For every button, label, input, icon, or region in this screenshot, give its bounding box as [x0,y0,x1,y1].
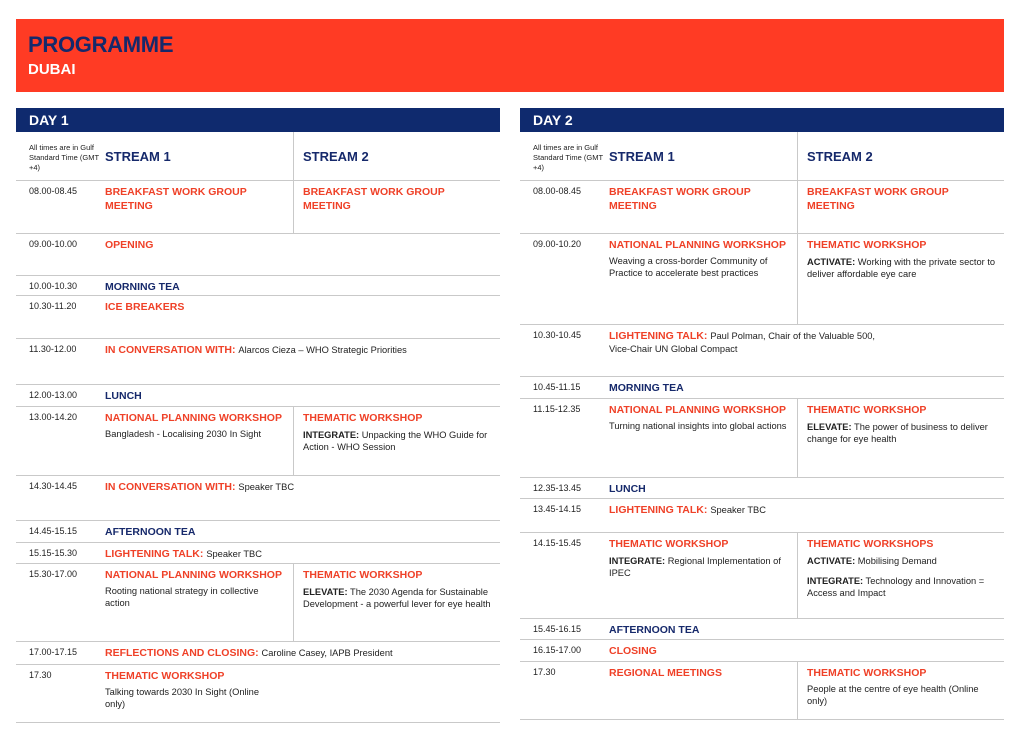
session-time: 11.15-12.35 [533,404,581,414]
day2-stream2-heading: STREAM 2 [807,149,873,164]
session-speaker: Alarcos Cieza – WHO Strategic Priorities [238,345,407,355]
theme-keyword: ELEVATE: [807,422,852,432]
programme-title: PROGRAMME [28,32,174,57]
session-title: BREAKFAST WORK GROUP MEETING [303,186,445,212]
session-title: THEMATIC WORKSHOP [807,239,927,251]
programme-location: DUBAI [28,61,76,78]
session-description: Bangladesh - Localising 2030 In Sight [105,429,262,439]
session-title-line [609,329,999,343]
session-description [807,256,997,280]
session-title: REFLECTIONS AND CLOSING: [105,647,259,659]
session [105,669,305,710]
session-time: 10.30-10.45 [533,330,582,340]
session-time: 17.00-17.15 [29,647,78,657]
column-divider [797,181,798,233]
day1-stream2-heading: STREAM 2 [303,149,369,164]
day1-session-row [16,476,500,521]
session-title: LUNCH [105,390,142,402]
day1-session-row [16,521,500,543]
session-time: 08.00-08.45 [29,186,78,196]
column-divider [293,564,294,641]
session-time: 15.15-15.30 [29,548,78,558]
session-title: MORNING TEA [105,281,180,293]
session-description [807,555,997,567]
day2-session-row [520,662,1004,720]
session-time: 13.45-14.15 [533,504,582,514]
session-time: 12.35-13.45 [533,483,582,493]
theme-keyword: ACTIVATE: [807,257,856,267]
stream1-session [609,537,789,579]
session-title: NATIONAL PLANNING WORKSHOP [609,404,786,416]
session-title: THEMATIC WORKSHOP [807,667,927,679]
day2-session-row [520,499,1004,533]
stream2-session [303,568,493,610]
session-time: 08.00-08.45 [533,186,582,196]
session-speaker: Speaker TBC [710,505,766,515]
stream2-session [807,238,997,280]
day2-session-row [520,234,1004,325]
session-title-line [609,503,999,517]
day2-session-row [520,640,1004,662]
theme-keyword: INTEGRATE: [609,556,666,566]
session-description [807,421,997,445]
session-time: 09.00-10.20 [533,239,582,249]
stream2-session [807,537,997,599]
session-speaker: Paul Polman, Chair of the Valuable 500, [710,331,876,341]
session-title: BREAKFAST WORK GROUP MEETING [609,186,751,212]
column-divider [293,132,294,180]
day1-session-row [16,543,500,564]
session-title: AFTERNOON TEA [609,624,700,636]
day1-schedule [16,108,500,723]
session-speaker: Speaker TBC [238,482,295,492]
column-divider [797,132,798,180]
day1-timezone-note: All times are in Gulf Standard Time (GMT +4) [29,143,99,172]
day2-header: DAY 2 [520,108,1004,132]
day1-session-row [16,234,500,276]
session-time: 10.30-11.20 [29,301,77,311]
session-title: AFTERNOON TEA [105,526,196,538]
column-divider [797,234,798,324]
session-title: REGIONAL MEETINGS [609,667,722,679]
theme-text: The 2030 Agenda for Sustainable Development - a powerful lever for eye health [303,587,491,609]
session-title: MORNING TEA [609,382,684,394]
day2-stream1-heading: STREAM 1 [609,149,675,164]
session-title: LUNCH [609,483,646,495]
day2-session-row [520,377,1004,399]
session-time: 13.00-14.20 [29,412,78,422]
day1-header: DAY 1 [16,108,500,132]
session-time: 14.15-15.45 [533,538,582,548]
session-title-line [105,646,495,660]
session-title-line [105,547,495,561]
session-time: 15.45-16.15 [533,624,582,634]
session-title: NATIONAL PLANNING WORKSHOP [105,412,282,424]
session-title: THEMATIC WORKSHOP [303,569,423,581]
day1-session-row [16,276,500,296]
session-time: 17.30 [533,667,556,677]
day2-timezone-note: All times are in Gulf Standard Time (GMT +4) [533,143,603,172]
stream1-session [105,568,285,609]
day2-session-row [520,325,1004,377]
theme-text: The power of business to deliver change for eye health [807,422,988,444]
theme-keyword: INTEGRATE: [807,576,864,586]
day1-session-row [16,296,500,339]
day1-session-row [16,339,500,385]
session-time: 14.30-14.45 [29,481,78,491]
session-description [609,555,789,579]
theme-text: Technology and Innovation = Access and Impact [807,576,985,598]
session-title-line [105,343,495,357]
day1-session-row [16,407,500,476]
column-divider [797,662,798,719]
day2-session-row [520,619,1004,640]
session-description [303,429,493,453]
session-title: THEMATIC WORKSHOPS [807,538,934,550]
session-title: THEMATIC WORKSHOP [807,404,927,416]
day1-session-row [16,385,500,407]
column-divider [293,181,294,233]
theme-keyword: ACTIVATE: [807,556,856,566]
session-title: ICE BREAKERS [105,301,185,313]
theme-text: Mobilising Demand [857,556,937,566]
session-description: Talking towards 2030 In Sight (Online only) [105,687,260,709]
session-description: Weaving a cross-border Community of Practice to accelerate best practices [609,256,768,278]
stream1-session [609,238,789,279]
column-divider [797,533,798,618]
session-title: BREAKFAST WORK GROUP MEETING [807,186,949,212]
session-time: 16.15-17.00 [533,645,582,655]
session-title: LIGHTENING TALK: [609,330,708,342]
session-time: 10.45-11.15 [533,382,581,392]
day1-session-row [16,564,500,642]
session-time: 10.00-10.30 [29,281,78,291]
session-title: LIGHTENING TALK: [105,548,204,560]
column-divider [797,399,798,477]
day1-session-row [16,665,500,723]
session-speaker-role: Vice-Chair UN Global Compact [609,344,738,354]
session-title: THEMATIC WORKSHOP [105,670,225,682]
day1-column-header [16,132,500,181]
session-time: 12.00-13.00 [29,390,78,400]
stream1-session [609,403,789,432]
day2-session-row [520,399,1004,478]
session-title: NATIONAL PLANNING WORKSHOP [609,239,786,251]
theme-keyword: INTEGRATE: [303,430,360,440]
theme-text: Regional Implementation of IPEC [609,556,781,578]
session-description [303,586,493,610]
day2-session-row [520,478,1004,499]
day2-schedule [520,108,1004,720]
stream1-session [105,411,285,440]
session-description: Rooting national strategy in collective action [105,586,259,608]
theme-text: Unpacking the WHO Guide for Action - WHO Session [303,430,488,452]
session-time: 15.30-17.00 [29,569,78,579]
stream2-session [807,666,997,707]
stream2-session [303,411,493,453]
day1-session-row [16,642,500,665]
session-description [807,575,997,599]
session-title: IN CONVERSATION WITH: [105,344,236,356]
session-title: LIGHTENING TALK: [609,504,708,516]
session-time: 14.45-15.15 [29,526,78,536]
session-title: BREAKFAST WORK GROUP MEETING [105,186,247,212]
column-divider [293,407,294,475]
session-title: THEMATIC WORKSHOP [609,538,729,550]
theme-text: Working with the private sector to deliver affordable eye care [807,257,996,279]
session-title: OPENING [105,239,154,251]
session-speaker: Speaker TBC [206,549,262,559]
session-speaker: Caroline Casey, IAPB President [261,648,393,658]
stream2-session [807,403,997,445]
session-time: 17.30 [29,670,52,680]
day2-column-header [520,132,1004,181]
session-title: CLOSING [609,645,657,657]
day2-session-row [520,533,1004,619]
session-title: IN CONVERSATION WITH: [105,481,236,493]
session-time: 11.30-12.00 [29,344,77,354]
day1-stream1-heading: STREAM 1 [105,149,171,164]
session-title-line [105,480,495,494]
day1-session-row [16,181,500,234]
session-time: 09.00-10.00 [29,239,78,249]
programme-banner [16,19,1004,92]
day2-session-row [520,181,1004,234]
session-description: People at the centre of eye health (Online only) [807,684,979,706]
theme-keyword: ELEVATE: [303,587,348,597]
session-title: THEMATIC WORKSHOP [303,412,423,424]
session-description: Turning national insights into global actions [609,421,787,431]
session-title: NATIONAL PLANNING WORKSHOP [105,569,282,581]
session [609,329,999,355]
